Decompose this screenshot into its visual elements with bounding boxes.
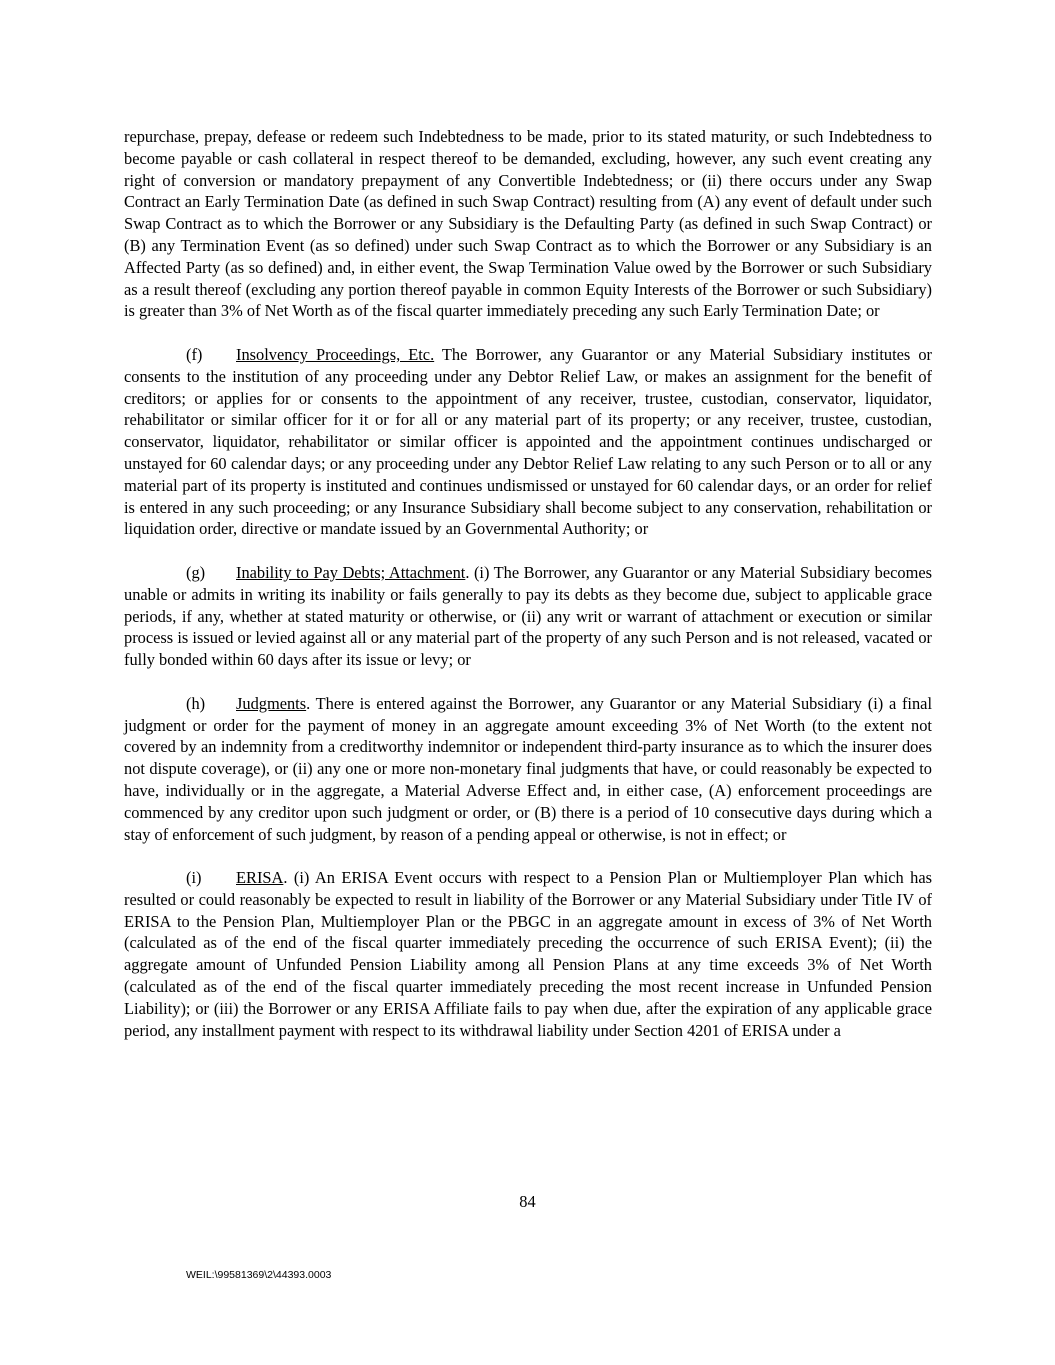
document-id-footer: WEIL:\99581369\2\44393.0003 <box>186 1269 332 1281</box>
section-text: . (i) An ERISA Event occurs with respect to a Pension Plan or Multiemployer Plan which has resulted or could reasonably be expected to result in liability of the Borrower or any Material Subsidiary under Title IV of ERISA to the Pension Plan, Multiemployer Plan or the PBGC in an aggregate amount in excess of 3% of Net Worth (calculated as of the end of the fiscal quarter immediately preceding the occurrence of such ERISA Event); (ii) the aggregate amount of Unfunded Pension Liability among all Pension Plans at any time exceeds 3% of Net Worth (calculated as of the end of the fiscal quarter immediately preceding the most recent increase in Unfunded Pension Liability); or (iii) the Borrower or any ERISA Affiliate fails to pay when due, after the expiration of any applicable grace period, any installment payment with respect to its withdrawal liability under Section 4201 of ERISA under a <box>124 868 932 1040</box>
document-body <box>124 126 932 1041</box>
section-text: . (i) The Borrower, any Guarantor or any Material Subsidiary becomes unable or admits in writing its inability or fails generally to pay its debts as they become due, subject to applicable grace periods, if any, whether at stated maturity or otherwise, or (ii) any writ or warrant of attachment or execution or similar process is issued or levied against all or any material part of the property of any such Person and is not released, vacated or fully bonded within 60 days after its issue or levy; or <box>124 562 932 670</box>
section-number: (h) <box>186 693 206 713</box>
section-i-paragraph <box>124 867 932 1041</box>
section-heading: ERISA <box>236 868 284 888</box>
section-text: The Borrower, any Guarantor or any Material Subsidiary institutes or consents to the institution of any proceeding under any Debtor Relief Law, or makes an assignment for the benefit of creditors; or applies for or consents to the appointment of any receiver, trustee, custodian, conservator, liquidator, rehabilitator or similar officer for it or for all or any material part of its property; or any receiver, trustee, custodian, conservator, liquidator, rehabilitator or similar officer is appointed and the appointment continues undischarged or unstayed for 60 calendar days; or any proceeding under any Debtor Relief Law relating to any such Person or to all or any material part of its property is instituted and continues undismissed or unstayed for 60 calendar days, or an order for relief is entered in any such proceeding; or any Insurance Subsidiary shall become subject to any conservation, rehabilitation or liquidation order, directive or mandate issued by an Governmental Authority; or <box>124 344 932 539</box>
section-number: (i) <box>186 868 202 888</box>
section-f-paragraph <box>124 344 932 540</box>
section-text: . There is entered against the Borrower, any Guarantor or any Material Subsidiary (i) a final judgment or order for the payment of money in an aggregate amount exceeding 3% of Net Worth (to the extent not covered by an indemnity from a creditworthy indemnitor or independent third-party insurance as to which the insurer does not dispute coverage), or (ii) any one or more non-monetary final judgments that have, or could reasonably be expected to have, individually or in the aggregate, a Material Adverse Effect and, in either case, (A) enforcement proceedings are commenced by any creditor upon such judgment or order, or (B) there is a period of 10 consecutive days during which a stay of enforcement of such judgment, by reason of a pending appeal or otherwise, is not in effect; or <box>124 693 932 844</box>
section-h-paragraph <box>124 693 932 846</box>
section-heading: Judgments <box>236 693 307 713</box>
section-heading: Insolvency Proceedings, Etc. <box>236 344 435 364</box>
continuation-paragraph: repurchase, prepay, defease or redeem such Indebtedness to be made, prior to its stated maturity, or such Indebtedness to become payable or cash collateral in respect thereof to be demanded, excluding, however, any such event creating any right of conversion or mandatory prepayment of any Convertible Indebtedness; or (ii) there occurs under any Swap Contract an Early Termination Date (as defined in such Swap Contract) resulting from (A) any event of default under such Swap Contract as to which the Borrower or any Subsidiary is the Defaulting Party (as defined in such Swap Contract) or (B) any Termination Event (as so defined) under such Swap Contract as to which the Borrower or any Subsidiary is an Affected Party (as so defined) and, in either event, the Swap Termination Value owed by the Borrower or such Subsidiary as a result thereof (excluding any portion thereof payable in common Equity Interests of the Borrower or such Subsidiary) is greater than 3% of Net Worth as of the fiscal quarter immediately preceding any such Early Termination Date; or <box>124 127 932 321</box>
section-number: (f) <box>186 344 203 364</box>
page-number: 84 <box>519 1192 536 1211</box>
section-number: (g) <box>186 562 206 582</box>
section-g-paragraph <box>124 562 932 671</box>
section-heading: Inability to Pay Debts; Attachment <box>236 562 466 582</box>
